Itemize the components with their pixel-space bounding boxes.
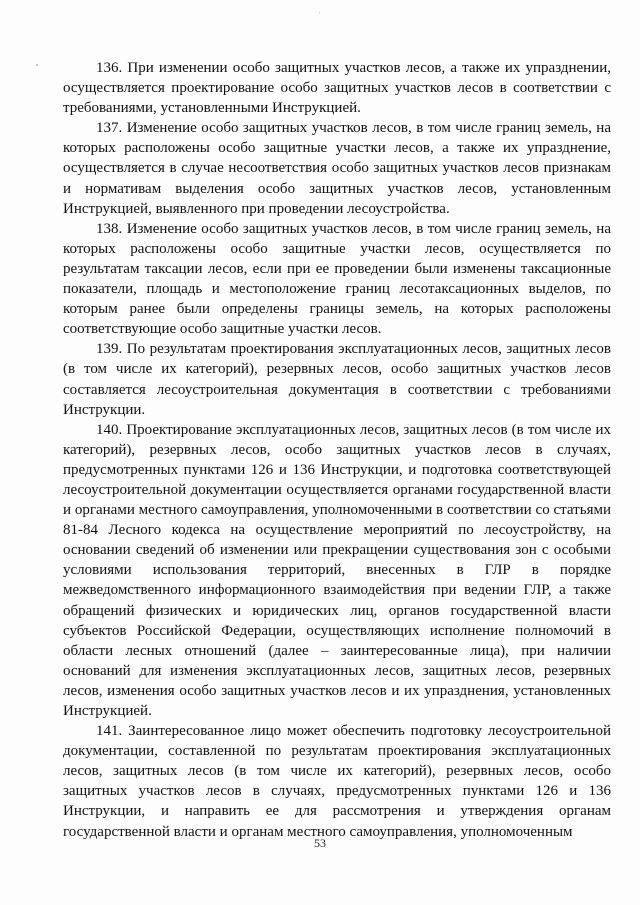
paragraph-138: 138. Изменение особо защитных участков лесов, в том числе границ земель, на которых расположены особо защитные участки лесов, осуществляется по результатам таксации лесов, если при ее проведении были изменены таксационные показатели, площадь и местоположение границ лесотаксационных выделов, по которым ранее были определены границы земель, на которых расположены соответствующие особо защитные участки лесов. bbox=[63, 220, 611, 338]
paragraph-140: 140. Проектирование эксплуатационных лесов, защитных лесов (в том числе их категорий), резервных лесов, особо защитных участков лесов в случаях, предусмотренных пунктами 126 и 136 Инструкции, и подготовка соответствующей лесоустроительной документации осуществляется органами государственной власти и органами местного самоуправления, уполномоченными в соответствии со статьями 81-84 Лесного кодекса на осуществление мероприятий по лесоустройству, на основании сведений об изменении или прекращении существования зон с особыми условиями использования территорий, внесенных в ГЛР в порядке межведомственного информационного взаимодействия при ведении ГЛР, а также обращений физических и юридических лиц, органов государственной власти субъектов Российской Федерации, осуществляющих исполнение полномочий в области лесных отношений (далее – заинтересованные лица), при наличии оснований для изменения эксплуатационных лесов, защитных лесов, резервных лесов, изменения особо защитных участков лесов и их упразднения, установленных Инструкцией. bbox=[63, 421, 611, 719]
scan-speck bbox=[319, 12, 320, 13]
paragraph-137: 137. Изменение особо защитных участков лесов, в том числе границ земель, на которых расположены особо защитные участки лесов, а также их упразднение, осуществляется в случае несоответствия особо защитных участков лесов признакам и нормативам выделения особо защитных участков лесов, установленным Инструкцией, выявленного при проведении лесоустройства. bbox=[63, 120, 611, 217]
paragraph-139: 139. По результатам проектирования эксплуатационных лесов, защитных лесов (в том числе их категорий), резервных лесов, особо защитных участков лесов составляется лесоустроительная документация в соответствии с требованиями Инструкции. bbox=[63, 341, 611, 418]
scan-speck bbox=[36, 64, 38, 66]
body-text bbox=[63, 58, 611, 842]
paragraph-136: 136. При изменении особо защитных участков лесов, а также их упразднении, осуществляется проектирование особо защитных участков лесов в соответствии с требованиями, установленными Инструкцией. bbox=[63, 60, 611, 117]
paragraph-141: 141. Заинтересованное лицо может обеспечить подготовку лесоустроительной документации, составленной по результатам проектирования эксплуатационных лесов, защитных лесов (в том числе их категорий), резервных лесов, особо защитных участков лесов в случаях, предусмотренных пунктами 126 и 136 Инструкции, и направить ее для рассмотрения и утверждения органам государственной власти и органам местного самоуправления, уполномоченным bbox=[63, 723, 611, 840]
page-number: 53 bbox=[314, 836, 326, 850]
